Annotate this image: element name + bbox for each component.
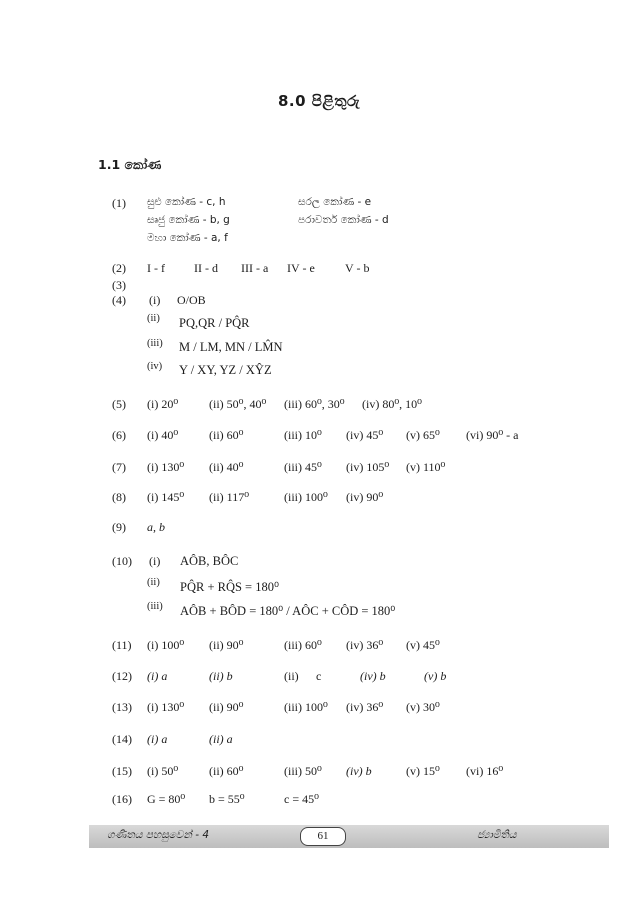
- answer-item: (ii) 90⁰: [209, 638, 244, 652]
- answer-number: (16): [112, 792, 132, 806]
- answer-3: [0, 278, 638, 294]
- section-heading: 1.1 කෝණ: [98, 157, 162, 172]
- answer-item: (iv) b: [360, 669, 386, 683]
- answer-item: IV - e: [287, 261, 315, 275]
- answer-item: III - a: [241, 261, 269, 275]
- sub-label: (ii): [147, 313, 160, 324]
- answer-item: (i) 40⁰: [147, 428, 179, 442]
- answer-text: PQ,QR / PQ̂R: [179, 316, 250, 330]
- answer-item: (iv) 80⁰, 10⁰: [362, 397, 422, 411]
- answer-number: (13): [112, 700, 132, 714]
- answer-text: M / LM, MN / LM̂N: [179, 340, 283, 354]
- answer-number: (1): [112, 196, 126, 210]
- answer-item: II - d: [194, 261, 218, 275]
- answer-item: (v) 15⁰: [406, 764, 440, 778]
- answer-item: (ii) a: [209, 732, 233, 746]
- answer-item: c: [316, 669, 322, 683]
- answer-item: (i) 100⁰: [147, 638, 185, 652]
- sub-label: (iii): [147, 338, 163, 349]
- answer-item: (iv) b: [346, 764, 372, 778]
- answer-item: (iv) 45⁰: [346, 428, 384, 442]
- answer-item: (i) 145⁰: [147, 490, 185, 504]
- answer-item: (ii): [284, 669, 299, 683]
- answer-number: (15): [112, 764, 132, 778]
- answer-number: (11): [112, 638, 132, 652]
- answer-item: (i) 130⁰: [147, 700, 185, 714]
- answer-item: (i) a: [147, 669, 168, 683]
- answer-item: (ii) 60⁰: [209, 428, 244, 442]
- answer-item: (iii) 45⁰: [284, 460, 322, 474]
- answer-number: (8): [112, 490, 126, 504]
- answer-1-line-2: [0, 214, 638, 230]
- answer-text: සුළු කෝණ - c, h: [147, 196, 226, 208]
- answer-item: c = 45⁰: [284, 792, 319, 806]
- answer-item: (ii) b: [209, 669, 233, 683]
- answer-item: (i) a: [147, 732, 168, 746]
- answer-item: (i) 130⁰: [147, 460, 185, 474]
- answer-item: (iii) 100⁰: [284, 700, 328, 714]
- answer-item: (iii) 60⁰, 30⁰: [284, 397, 345, 411]
- footer-book-title: ගණිතය පහසුවෙන් - 4: [107, 829, 210, 841]
- answer-14: [0, 732, 638, 748]
- answer-6: [0, 428, 638, 444]
- answer-1-line-3: [0, 232, 638, 248]
- answer-item: V - b: [345, 261, 370, 275]
- footer-chapter-title: ජ්‍යාමිතිය: [477, 829, 517, 841]
- answer-text: a, b: [147, 520, 165, 534]
- answer-number: (5): [112, 397, 126, 411]
- answer-item: G = 80⁰: [147, 792, 186, 806]
- answer-item: (iii) 10⁰: [284, 428, 322, 442]
- answer-item: (ii) 117⁰: [209, 490, 250, 504]
- answer-13: [0, 700, 638, 716]
- answer-4-i: [0, 293, 638, 309]
- answer-number: (3): [112, 278, 126, 292]
- answer-item: (v) 110⁰: [406, 460, 446, 474]
- answer-text: සරල කෝණ - e: [298, 196, 372, 208]
- answer-4-iii: [0, 338, 638, 354]
- answer-item: (iv) 105⁰: [346, 460, 390, 474]
- answer-item: (iv) 36⁰: [346, 700, 384, 714]
- answer-4-ii: [0, 313, 638, 329]
- answer-text: මහා කෝණ - a, f: [147, 232, 228, 244]
- answer-number: (14): [112, 732, 132, 746]
- answer-item: (iii) 100⁰: [284, 490, 328, 504]
- answer-number: (2): [112, 261, 126, 275]
- answer-item: (v) 30⁰: [406, 700, 440, 714]
- sub-label: (ii): [147, 577, 160, 588]
- sub-label: (iv): [147, 361, 163, 372]
- answer-item: I - f: [147, 261, 165, 275]
- answer-15: [0, 764, 638, 780]
- page-number: 61: [300, 827, 346, 846]
- sub-label: (i): [149, 554, 161, 568]
- page-footer: [89, 825, 609, 848]
- answer-2: [0, 261, 638, 277]
- answer-7: [0, 460, 638, 476]
- answer-10-ii: [0, 577, 638, 593]
- answer-item: (ii) 40⁰: [209, 460, 244, 474]
- answer-text: පරාවර්ත කෝණ - d: [298, 214, 389, 226]
- answer-number: (12): [112, 669, 132, 683]
- answer-item: (ii) 50⁰, 40⁰: [209, 397, 267, 411]
- answer-8: [0, 490, 638, 506]
- sub-label: (i): [149, 293, 161, 307]
- answer-item: (i) 50⁰: [147, 764, 179, 778]
- sub-label: (iii): [147, 601, 163, 612]
- answer-item: (i) 20⁰: [147, 397, 179, 411]
- answer-11: [0, 638, 638, 654]
- answer-4-iv: [0, 361, 638, 377]
- answer-12: [0, 669, 638, 685]
- answer-item: b = 55⁰: [209, 792, 245, 806]
- answer-item: (iv) 90⁰: [346, 490, 384, 504]
- answer-text: සෘජු කෝණ - b, g: [147, 214, 230, 226]
- answer-16: [0, 792, 638, 808]
- answer-number: (4): [112, 293, 126, 307]
- page-title: 8.0 පිළිතුරු: [277, 92, 361, 110]
- answer-text: Y / XY, YZ / XŶZ: [179, 363, 272, 377]
- answer-item: (ii) 60⁰: [209, 764, 244, 778]
- answer-text: AÔB + BÔD = 180⁰ / AÔC + CÔD = 180⁰: [180, 604, 396, 618]
- answer-item: (v) b: [424, 669, 447, 683]
- answer-number: (9): [112, 520, 126, 534]
- answer-item: (v) 65⁰: [406, 428, 440, 442]
- answer-1-line-1: [0, 196, 638, 212]
- answer-number: (6): [112, 428, 126, 442]
- answer-item: (vi) 16⁰: [466, 764, 504, 778]
- answer-item: (ii) 90⁰: [209, 700, 244, 714]
- answer-item: (iii) 50⁰: [284, 764, 322, 778]
- answer-text: PQ̂R + RQ̂S = 180⁰: [180, 580, 279, 594]
- answer-text: AÔB, BÔC: [180, 554, 239, 568]
- answer-5: [0, 397, 638, 413]
- answer-item: (v) 45⁰: [406, 638, 440, 652]
- answer-number: (7): [112, 460, 126, 474]
- answer-item: (iv) 36⁰: [346, 638, 384, 652]
- answer-10-iii: [0, 601, 638, 617]
- answer-number: (10): [112, 554, 132, 568]
- answer-text: O/OB: [177, 293, 206, 307]
- answer-10-i: [0, 554, 638, 570]
- answer-9: [0, 520, 638, 536]
- answer-item: (iii) 60⁰: [284, 638, 322, 652]
- answer-item: (vi) 90⁰ - a: [466, 428, 519, 442]
